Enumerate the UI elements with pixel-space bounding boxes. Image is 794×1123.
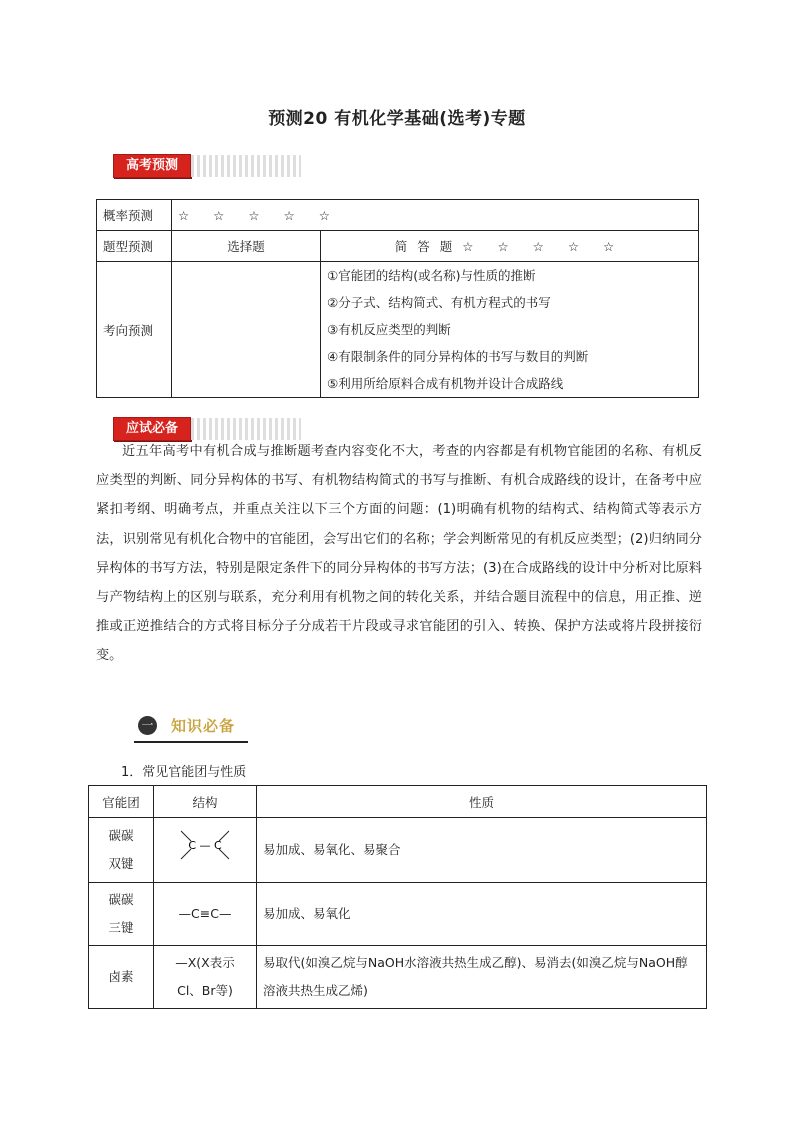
table-row xyxy=(89,946,707,1009)
property-cell: 易加成、易氧化、易聚合 xyxy=(257,818,707,883)
functional-group-table xyxy=(88,785,707,1009)
page-title: 预测20 有机化学基础(选考)专题 xyxy=(268,109,526,129)
row-label: 概率预测 xyxy=(97,200,172,231)
column-header: 官能团 xyxy=(89,786,154,818)
list-item: ⑤利用所给原料合成有机物并设计合成路线 xyxy=(327,376,564,391)
group-cell: 碳碳 三键 xyxy=(89,883,154,946)
column-header: 结构 xyxy=(154,786,257,818)
banner-label: 应试必备 xyxy=(113,417,191,441)
banner-label: 高考预测 xyxy=(113,154,191,178)
banner-gaokao-prediction xyxy=(113,153,301,179)
empty-cell xyxy=(172,262,321,398)
list-item: ③有机反应类型的判断 xyxy=(327,322,451,337)
table-row xyxy=(89,818,707,883)
row-label: 考向预测 xyxy=(97,262,172,398)
structure-cell xyxy=(154,818,257,883)
structure-cell: —X(X表示 Cl、Br等) xyxy=(154,946,257,1009)
structure-formula: C — C xyxy=(188,839,222,852)
section-label: 知识必备 xyxy=(171,716,236,735)
table-row xyxy=(89,883,707,946)
short-answer-cell xyxy=(321,231,699,262)
row-label: 题型预测 xyxy=(97,231,172,262)
section-heading xyxy=(134,709,248,743)
subheading: 1．常见官能团与性质 xyxy=(121,765,247,780)
list-item: ①官能团的结构(或名称)与性质的推断 xyxy=(327,268,536,283)
banner-stripes xyxy=(191,155,301,177)
group-cell: 碳碳 双键 xyxy=(89,818,154,883)
property-cell: 易加成、易氧化 xyxy=(257,883,707,946)
section-number-badge: 一 xyxy=(138,716,157,735)
probability-stars xyxy=(172,200,699,231)
list-item: ④有限制条件的同分异构体的书写与数目的判断 xyxy=(327,349,589,364)
structure-cell: —C≡C— xyxy=(154,883,257,946)
group-cell: 卤素 xyxy=(89,946,154,1009)
prediction-table xyxy=(96,199,699,398)
star-icon: 简答题☆ ☆ ☆ ☆ ☆ xyxy=(394,239,625,254)
aspect-list xyxy=(321,262,699,398)
property-cell: 易取代(如溴乙烷与NaOH水溶液共热生成乙醇)、易消去(如溴乙烷与NaOH醇溶液共热生成乙烯) xyxy=(257,946,707,1009)
list-item: ②分子式、结构简式、有机方程式的书写 xyxy=(327,295,551,310)
star-icon: ☆ ☆ ☆ ☆ ☆ xyxy=(178,207,340,223)
intro-paragraph: 近五年高考中有机合成与推断题考查内容变化不大，考查的内容都是有机物官能团的名称、有机反应类型的判断、同分异构体的书写、有机物结构简式的书写与推断、有机合成路线的设计，在备考中应紧扣考纲、明确考点，并重点关注以下三个方面的问题：(1)明确有机物的结构式、结构简式等表示方法，识别常见有机化合物中的官能团，会写出它们的名称；学会判断常见的有机反应类型；(2)归纳同分异构体的书写方法，特别是限定条件下的同分异构体的书写方法；(3)在合成路线的设计中分析对比原料与产物结构上的区别与联系，充分利用有机物之间的转化关系，并结合题目流程中的信息，用正推、逆推或正逆推结合的方式将目标分子分成若干片段或寻求官能团的引入、转换、保护方法或将片段拼接衍变。 xyxy=(96,444,702,664)
double-bond-structure xyxy=(175,825,235,865)
choice-question-cell: 选择题 xyxy=(172,231,321,262)
column-header: 性质 xyxy=(257,786,707,818)
